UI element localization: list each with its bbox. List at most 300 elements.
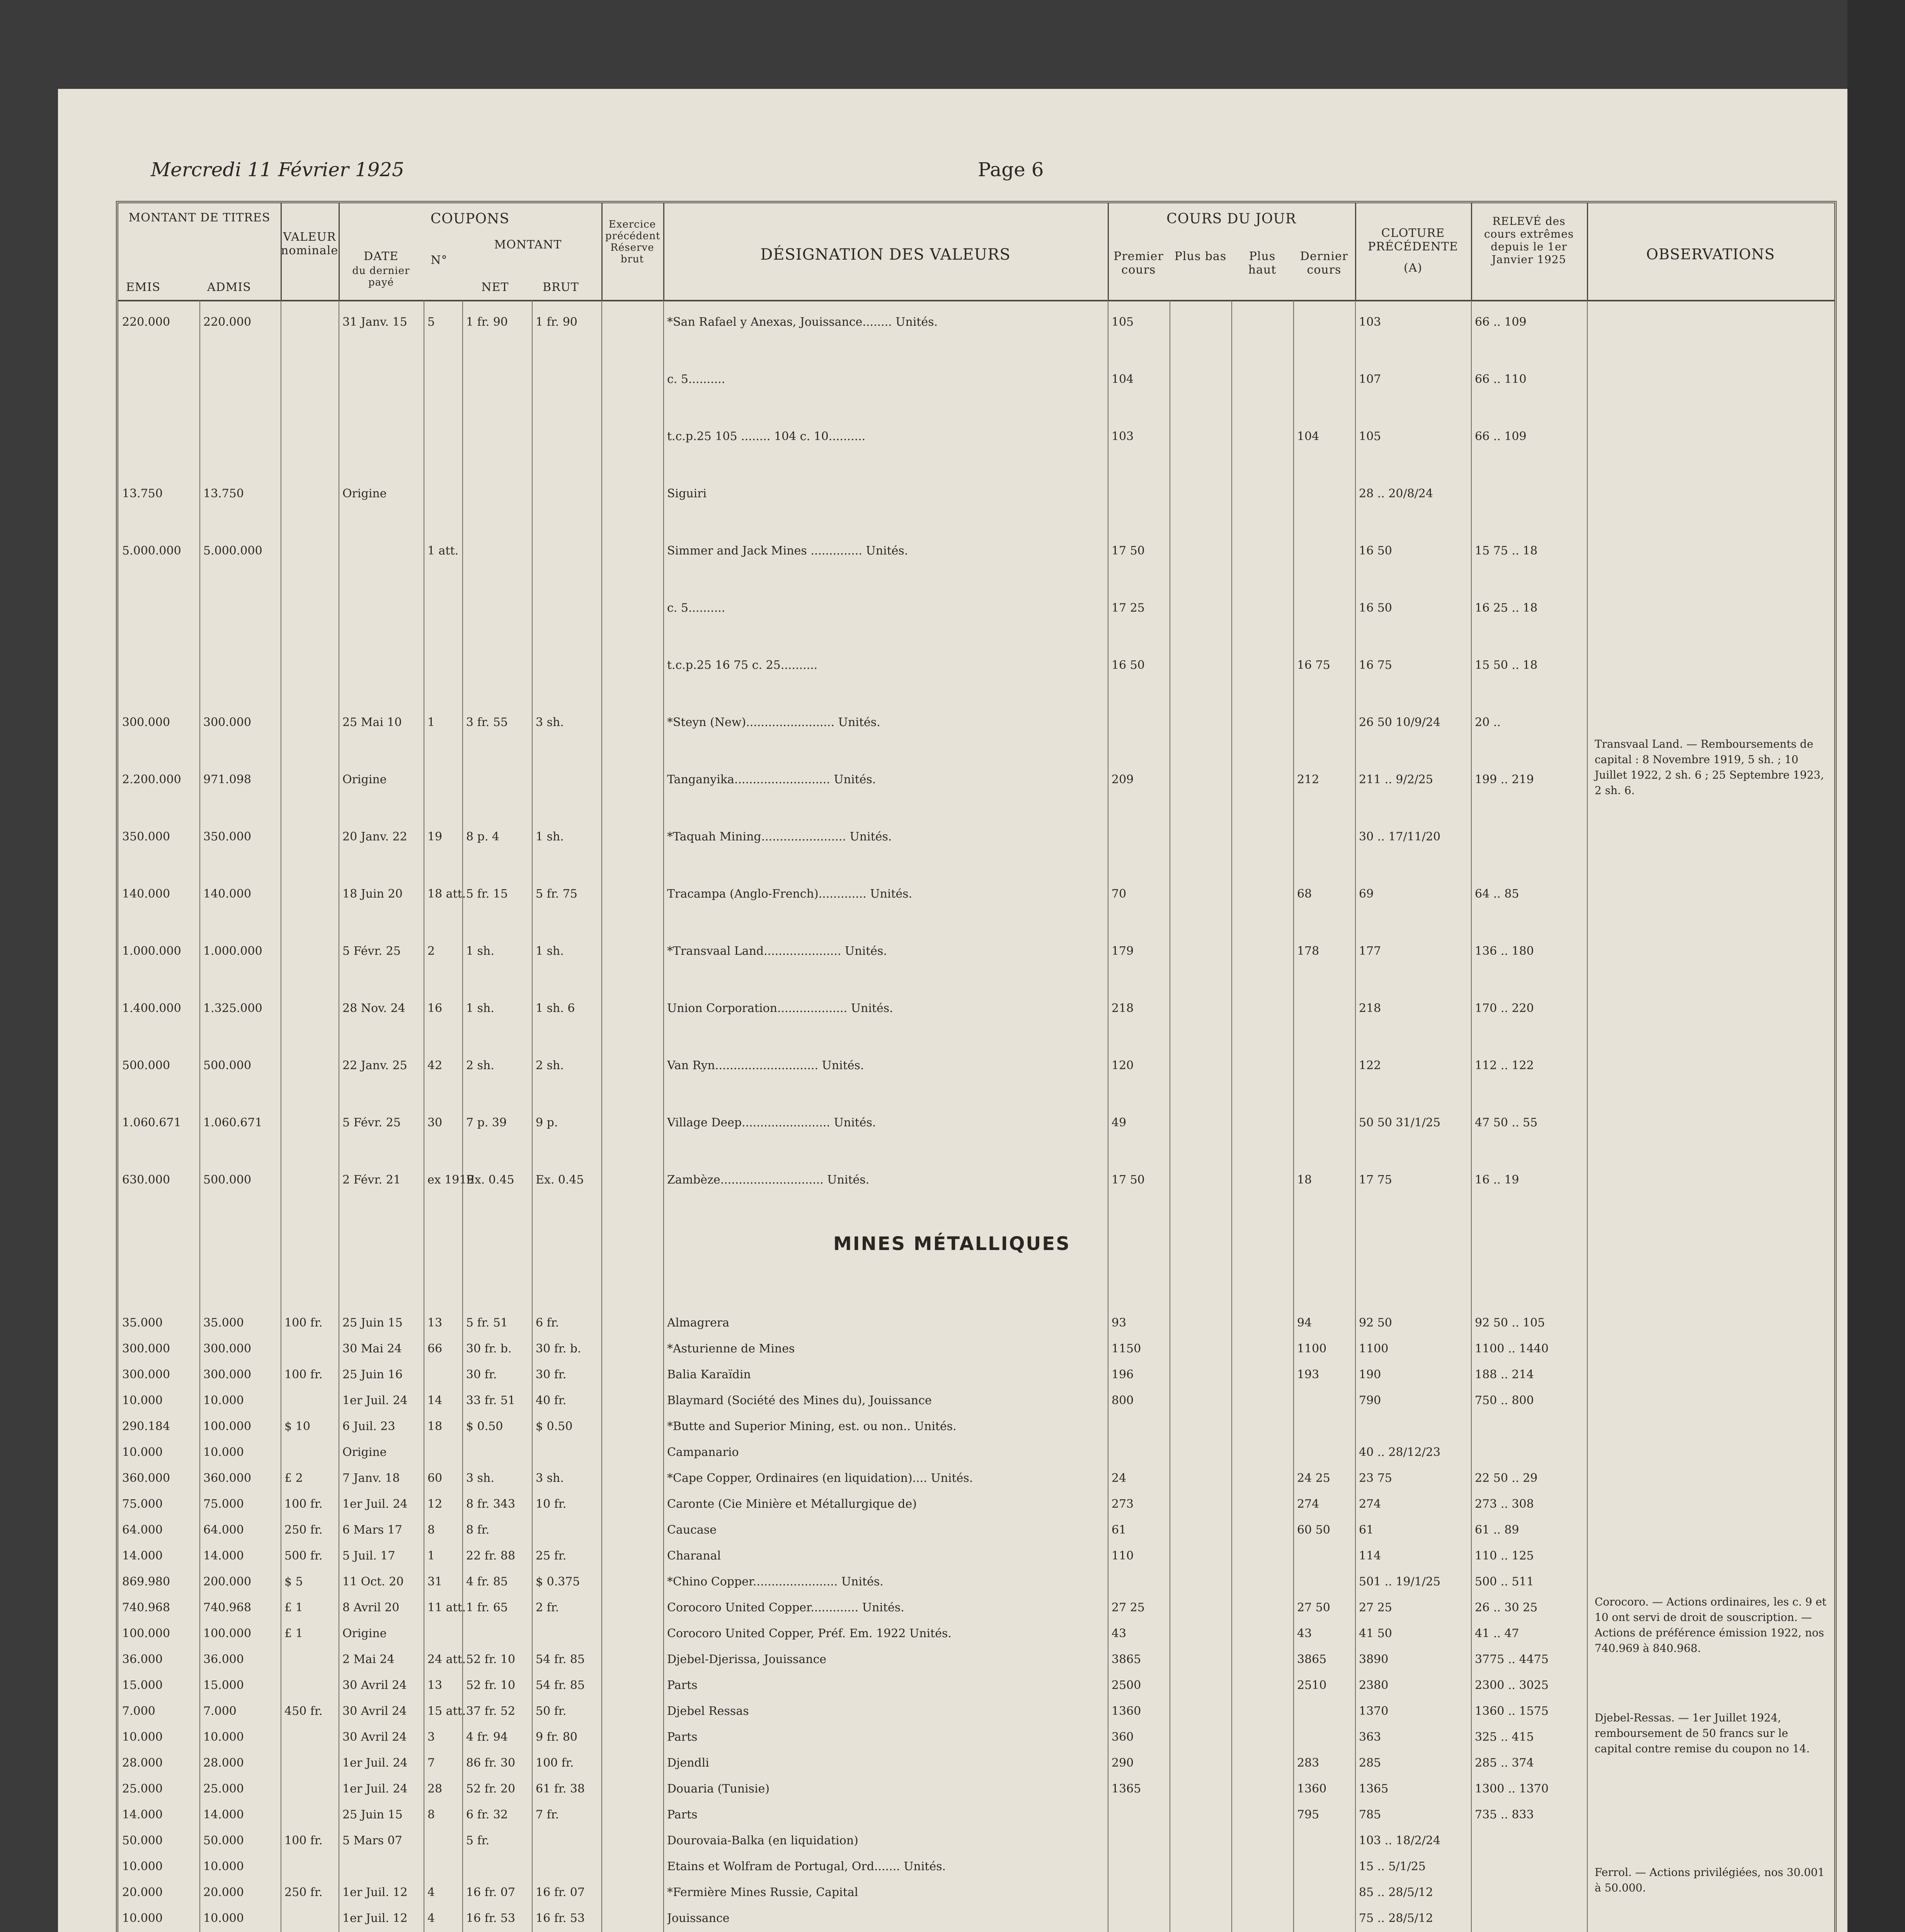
cell-net: 5 fr. 51: [466, 1316, 508, 1330]
cell-net: 37 fr. 52: [466, 1704, 516, 1718]
cell-cloture: 1370: [1359, 1704, 1389, 1718]
col-emis: EMIS: [126, 281, 161, 294]
col-valeur: [281, 203, 340, 300]
cell-date: 30 Mai 24: [342, 1342, 402, 1355]
cell-admis: 14.000: [203, 1808, 244, 1821]
cell-no: 14: [427, 1394, 443, 1407]
table-row: [118, 1471, 1587, 1488]
cell-admis: 200.000: [203, 1575, 252, 1588]
cell-emis: 1.400.000: [122, 1002, 181, 1015]
cell-dernier: 274: [1297, 1497, 1319, 1511]
cell-valeur: $ 5: [284, 1575, 303, 1588]
cell-no: 13: [427, 1316, 443, 1330]
cell-no: 31: [427, 1575, 443, 1588]
cell-emis: 500.000: [122, 1059, 170, 1072]
cell-brut: 100 fr.: [536, 1756, 574, 1770]
cell-premier: 196: [1112, 1368, 1134, 1381]
cell-releve: 188 .. 214: [1475, 1368, 1534, 1381]
cell-no: 8: [427, 1808, 435, 1821]
cell-releve: 325 .. 415: [1475, 1730, 1534, 1744]
cell-no: 1: [427, 1549, 435, 1563]
cell-admis: 1.060.671: [203, 1116, 262, 1129]
cell-no: 42: [427, 1059, 443, 1072]
cell-desig: Almagrera: [667, 1316, 730, 1330]
cell-net: 2 sh.: [466, 1059, 494, 1072]
col-admis: ADMIS: [207, 281, 251, 294]
observation-djebel: Djebel-Ressas. — 1er Juillet 1924, remboursement de 50 francs sur le capital contre remise du coupon no 14.: [1595, 1711, 1810, 1755]
cell-valeur: 100 fr.: [284, 1497, 323, 1511]
cell-emis: 360.000: [122, 1471, 170, 1485]
cell-desig: *Chino Copper....................... Unités.: [667, 1575, 884, 1588]
cell-date: 5 Févr. 25: [342, 1116, 401, 1129]
cell-admis: 300.000: [203, 1342, 252, 1355]
cell-desig: Balia Karaïdin: [667, 1368, 751, 1381]
cell-emis: 10.000: [122, 1394, 163, 1407]
col-observations: [1587, 203, 1834, 300]
cell-emis: 220.000: [122, 315, 170, 329]
page-date: Mercredi 11 Février 1925: [151, 158, 404, 181]
cell-desig: Caronte (Cie Minière et Métallurgique de): [667, 1497, 917, 1511]
cell-date: Origine: [342, 1446, 387, 1459]
cell-no: 30: [427, 1116, 443, 1129]
cell-premier: 104: [1112, 372, 1134, 386]
cell-cloture: 16 50: [1359, 544, 1392, 558]
cell-cloture: 27 25: [1359, 1601, 1392, 1614]
cell-premier: 120: [1112, 1059, 1134, 1072]
cell-date: Origine: [342, 773, 387, 786]
cell-admis: 10.000: [203, 1860, 244, 1873]
page-number: Page 6: [978, 158, 1044, 181]
cell-no: 66: [427, 1342, 443, 1355]
cell-releve: 735 .. 833: [1475, 1808, 1534, 1821]
cell-date: 30 Avril 24: [342, 1679, 407, 1692]
cell-brut: 2 fr.: [536, 1601, 559, 1614]
cell-admis: 300.000: [203, 716, 252, 729]
cell-desig: Union Corporation................... Unités.: [667, 1002, 893, 1015]
cell-valeur: 100 fr.: [284, 1834, 323, 1847]
cell-releve: 15 75 .. 18: [1475, 544, 1538, 558]
col-exercice: [601, 203, 664, 300]
cell-emis: 64.000: [122, 1523, 163, 1537]
cell-brut: 54 fr. 85: [536, 1679, 585, 1692]
cell-premier: 17 50: [1112, 544, 1145, 558]
cell-releve: 1100 .. 1440: [1475, 1342, 1549, 1355]
cell-net: 52 fr. 10: [466, 1653, 516, 1666]
cell-premier: 17 50: [1112, 1173, 1145, 1187]
cell-dernier: 43: [1297, 1627, 1312, 1640]
cell-cloture: 28 .. 20/8/24: [1359, 487, 1433, 500]
cell-cloture: 30 .. 17/11/20: [1359, 830, 1441, 844]
cell-emis: 300.000: [122, 1342, 170, 1355]
cell-premier: 179: [1112, 944, 1134, 958]
cell-desig: *Butte and Superior Mining, est. ou non.. Unités.: [667, 1420, 957, 1433]
col-montant-title: MONTANT DE TITRES: [128, 211, 271, 224]
cell-cloture: 785: [1359, 1808, 1381, 1821]
cell-desig: Siguiri: [667, 487, 707, 500]
cell-desig: Campanario: [667, 1446, 739, 1459]
cell-emis: 5.000.000: [122, 544, 181, 558]
cell-emis: 10.000: [122, 1860, 163, 1873]
col-montant: [118, 203, 282, 300]
col-montant-coupon: MONTANT: [494, 238, 562, 252]
cell-cloture: 3890: [1359, 1653, 1389, 1666]
cell-date: 2 Mai 24: [342, 1653, 395, 1666]
cell-cloture: 16 75: [1359, 658, 1392, 672]
table-row: [118, 1368, 1587, 1385]
cell-cloture: 23 75: [1359, 1471, 1392, 1485]
cell-desig: *San Rafael y Anexas, Jouissance........ Unités.: [667, 315, 938, 329]
cell-cloture: 61: [1359, 1523, 1374, 1537]
cell-cloture: 190: [1359, 1368, 1381, 1381]
cell-cloture: 85 .. 28/5/12: [1359, 1886, 1433, 1899]
cell-no: 12: [427, 1497, 443, 1511]
cell-emis: 740.968: [122, 1601, 170, 1614]
cell-net: 16 fr. 07: [466, 1886, 516, 1899]
cell-emis: 75.000: [122, 1497, 163, 1511]
cell-emis: 28.000: [122, 1756, 163, 1770]
cell-cloture: 285: [1359, 1756, 1381, 1770]
cell-admis: 50.000: [203, 1834, 244, 1847]
cell-releve: 136 .. 180: [1475, 944, 1534, 958]
table-row: [118, 1808, 1587, 1825]
col-dernier: du dernier payé: [352, 265, 410, 288]
cell-premier: 93: [1112, 1316, 1127, 1330]
cell-brut: 6 fr.: [536, 1316, 559, 1330]
cell-premier: 2500: [1112, 1679, 1141, 1692]
cell-admis: 14.000: [203, 1549, 244, 1563]
cell-date: 5 Juil. 17: [342, 1549, 395, 1563]
cell-date: 7 Janv. 18: [342, 1471, 400, 1485]
page-edge-shadow: [1847, 0, 1905, 1932]
cell-cloture: 363: [1359, 1730, 1381, 1744]
cell-date: Origine: [342, 1627, 387, 1640]
table-row: [118, 1342, 1587, 1359]
cell-admis: 64.000: [203, 1523, 244, 1537]
cell-admis: 740.968: [203, 1601, 252, 1614]
cell-dernier: 24 25: [1297, 1471, 1330, 1485]
cell-desig: t.c.p.25 105 ........ 104 c. 10..........: [667, 430, 866, 443]
cell-date: 6 Mars 17: [342, 1523, 402, 1537]
cell-releve: 110 .. 125: [1475, 1549, 1534, 1563]
cell-no: 15 att.: [427, 1704, 466, 1718]
table-row: [118, 1497, 1587, 1514]
cell-brut: $ 0.50: [536, 1420, 573, 1433]
cell-date: Origine: [342, 487, 387, 500]
col-net: NET: [481, 281, 509, 294]
col-coupons: [339, 203, 603, 300]
col-brut: BRUT: [543, 281, 579, 294]
table-row: [118, 544, 1587, 561]
cell-brut: 50 fr.: [536, 1704, 567, 1718]
cell-premier: 27 25: [1112, 1601, 1145, 1614]
cell-admis: 140.000: [203, 887, 252, 901]
cell-premier: 218: [1112, 1002, 1134, 1015]
cell-admis: 75.000: [203, 1497, 244, 1511]
cell-date: 5 Mars 07: [342, 1834, 402, 1847]
cell-cloture: 92 50: [1359, 1316, 1392, 1330]
table-row: [118, 487, 1587, 504]
cell-no: 18: [427, 1420, 443, 1433]
cell-dernier: 60 50: [1297, 1523, 1330, 1537]
cell-admis: 971.098: [203, 773, 252, 786]
cell-desig: Corocoro United Copper............. Unités.: [667, 1601, 904, 1614]
col-plus-haut: Plus haut: [1248, 250, 1277, 277]
cell-premier: 43: [1112, 1627, 1127, 1640]
cell-admis: 10.000: [203, 1446, 244, 1459]
cell-releve: 66 .. 110: [1475, 372, 1527, 386]
cell-premier: 209: [1112, 773, 1134, 786]
cell-net: 30 fr. b.: [466, 1342, 512, 1355]
cell-brut: 9 fr. 80: [536, 1730, 578, 1744]
cell-valeur: 500 fr.: [284, 1549, 323, 1563]
cell-desig: *Steyn (New)........................ Unités.: [667, 716, 880, 729]
cell-desig: Charanal: [667, 1549, 721, 1563]
cell-dernier: 16 75: [1297, 658, 1330, 672]
cell-date: 25 Juin 15: [342, 1316, 403, 1330]
cell-releve: 20 ..: [1475, 716, 1501, 729]
cell-brut: 3 sh.: [536, 716, 564, 729]
cell-desig: c. 5..........: [667, 601, 725, 615]
cell-premier: 273: [1112, 1497, 1134, 1511]
cell-premier: 49: [1112, 1116, 1127, 1129]
cell-desig: *Transvaal Land..................... Unités.: [667, 944, 887, 958]
cell-net: 1 sh.: [466, 944, 494, 958]
cell-releve: 92 50 .. 105: [1475, 1316, 1545, 1330]
cell-desig: Djebel Ressas: [667, 1704, 749, 1718]
cell-releve: 16 .. 19: [1475, 1173, 1519, 1187]
col-releve: [1471, 203, 1588, 300]
cell-premier: 1150: [1112, 1342, 1141, 1355]
cell-dernier: 2510: [1297, 1679, 1327, 1692]
cell-brut: 25 fr.: [536, 1549, 567, 1563]
cell-admis: 500.000: [203, 1059, 252, 1072]
cell-releve: 3775 .. 4475: [1475, 1653, 1549, 1666]
cell-dernier: 104: [1297, 430, 1319, 443]
cell-dernier: 795: [1297, 1808, 1319, 1821]
cell-admis: 25.000: [203, 1782, 244, 1796]
cell-dernier: 283: [1297, 1756, 1319, 1770]
cell-admis: 10.000: [203, 1730, 244, 1744]
cell-net: 1 fr. 65: [466, 1601, 508, 1614]
table-row: [118, 1653, 1587, 1670]
cell-premier: 3865: [1112, 1653, 1141, 1666]
table-row: [118, 1912, 1587, 1929]
cell-no: 2: [427, 944, 435, 958]
table-row: [118, 1601, 1587, 1618]
cell-date: 25 Juin 16: [342, 1368, 403, 1381]
cell-cloture: 122: [1359, 1059, 1381, 1072]
col-rule: [1587, 300, 1588, 1932]
cell-admis: 360.000: [203, 1471, 252, 1485]
cell-brut: 2 sh.: [536, 1059, 564, 1072]
cell-releve: 66 .. 109: [1475, 430, 1527, 443]
cell-admis: 15.000: [203, 1679, 244, 1692]
table-row: [118, 1679, 1587, 1696]
cell-net: $ 0.50: [466, 1420, 503, 1433]
cell-date: 18 Juin 20: [342, 887, 403, 901]
cell-dernier: 1100: [1297, 1342, 1327, 1355]
cell-cloture: 41 50: [1359, 1627, 1392, 1640]
cell-net: 8 fr. 343: [466, 1497, 516, 1511]
cell-admis: 35.000: [203, 1316, 244, 1330]
cell-date: 30 Avril 24: [342, 1730, 407, 1744]
cell-desig: Parts: [667, 1730, 698, 1744]
table-row: [118, 1730, 1587, 1747]
cell-desig: Van Ryn............................ Unités.: [667, 1059, 864, 1072]
cell-desig: c. 5..........: [667, 372, 725, 386]
cell-releve: 1360 .. 1575: [1475, 1704, 1549, 1718]
cell-releve: 750 .. 800: [1475, 1394, 1534, 1407]
cell-cloture: 177: [1359, 944, 1381, 958]
cell-net: 1 sh.: [466, 1002, 494, 1015]
cell-date: 1er Juil. 24: [342, 1782, 408, 1796]
cell-net: 30 fr.: [466, 1368, 497, 1381]
cell-brut: 16 fr. 07: [536, 1886, 585, 1899]
cell-cloture: 218: [1359, 1002, 1381, 1015]
cell-premier: 70: [1112, 887, 1127, 901]
cell-desig: t.c.p.25 16 75 c. 25..........: [667, 658, 818, 672]
cell-dernier: 193: [1297, 1368, 1319, 1381]
observation-transvaal: Transvaal Land. — Remboursements de capital : 8 Novembre 1919, 5 sh. ; 10 Juillet 1922, 2 sh. 6 ; 25 Septembre 1923, 2 sh. 6.: [1595, 738, 1824, 797]
col-cloture-title: CLOTURE PRÉCÉDENTE: [1368, 226, 1458, 253]
cell-emis: 2.200.000: [122, 773, 181, 786]
cell-cloture: 211 .. 9/2/25: [1359, 773, 1433, 786]
cell-cloture: 69: [1359, 887, 1374, 901]
cell-admis: 100.000: [203, 1420, 252, 1433]
cell-date: 1er Juil. 24: [342, 1497, 408, 1511]
cell-releve: 61 .. 89: [1475, 1523, 1519, 1537]
cell-brut: 1 fr. 90: [536, 315, 578, 329]
cell-emis: 14.000: [122, 1549, 163, 1563]
cell-date: 20 Janv. 22: [342, 830, 407, 844]
cell-brut: 30 fr.: [536, 1368, 567, 1381]
cell-valeur: £ 1: [284, 1627, 303, 1640]
table-row: [118, 1782, 1587, 1799]
cell-admis: 7.000: [203, 1704, 237, 1718]
cell-emis: 25.000: [122, 1782, 163, 1796]
cell-emis: 50.000: [122, 1834, 163, 1847]
cell-date: 5 Févr. 25: [342, 944, 401, 958]
cell-date: 22 Janv. 25: [342, 1059, 407, 1072]
col-valeur-sub: nominale: [281, 244, 338, 257]
cell-no: 11 att.: [427, 1601, 466, 1614]
table-row: [118, 601, 1587, 618]
table-row: [118, 1860, 1587, 1877]
header-rule: [118, 300, 1834, 301]
cell-desig: Etains et Wolfram de Portugal, Ord....... Unités.: [667, 1860, 946, 1873]
cell-admis: 28.000: [203, 1756, 244, 1770]
cell-releve: 47 50 .. 55: [1475, 1116, 1538, 1129]
cell-desig: Jouissance: [667, 1912, 730, 1925]
cell-net: Ex. 0.45: [466, 1173, 514, 1187]
table-row: [118, 430, 1587, 447]
cell-emis: 20.000: [122, 1886, 163, 1899]
page-header: [58, 89, 1847, 197]
cell-brut: 40 fr.: [536, 1394, 567, 1407]
cell-premier: 61: [1112, 1523, 1127, 1537]
cell-date: 31 Janv. 15: [342, 315, 407, 329]
col-dernier-cours: Dernier cours: [1300, 250, 1348, 277]
cell-emis: 35.000: [122, 1316, 163, 1330]
cell-emis: 1.060.671: [122, 1116, 181, 1129]
cell-releve: 2300 .. 3025: [1475, 1679, 1549, 1692]
cell-cloture: 17 75: [1359, 1173, 1392, 1187]
cell-cloture: 1100: [1359, 1342, 1389, 1355]
col-numero: N°: [431, 253, 448, 267]
cell-releve: 15 50 .. 18: [1475, 658, 1538, 672]
table-row: [118, 1627, 1587, 1644]
quotation-table: [116, 201, 1837, 1932]
cell-premier: 103: [1112, 430, 1134, 443]
cell-premier: 105: [1112, 315, 1134, 329]
cell-desig: Caucase: [667, 1523, 717, 1537]
table-row: [118, 372, 1587, 389]
cell-premier: 1365: [1112, 1782, 1141, 1796]
table-row: [118, 1549, 1587, 1566]
cell-no: 28: [427, 1782, 443, 1796]
cell-cloture: 1365: [1359, 1782, 1389, 1796]
cell-desig: Dourovaia-Balka (en liquidation): [667, 1834, 858, 1847]
cell-emis: 300.000: [122, 1368, 170, 1381]
cell-emis: 13.750: [122, 487, 163, 500]
cell-releve: 500 .. 511: [1475, 1575, 1534, 1588]
cell-net: 52 fr. 20: [466, 1782, 516, 1796]
cell-releve: 170 .. 220: [1475, 1002, 1534, 1015]
cell-releve: 112 .. 122: [1475, 1059, 1534, 1072]
cell-premier: 290: [1112, 1756, 1134, 1770]
col-releve-title: RELEVÉ des cours extrêmes depuis le 1er Janvier 1925: [1484, 215, 1574, 266]
cell-releve: 285 .. 374: [1475, 1756, 1534, 1770]
table-row: [118, 1059, 1587, 1076]
cell-no: 1: [427, 716, 435, 729]
cell-releve: 26 .. 30 25: [1475, 1601, 1538, 1614]
table-row: [118, 658, 1587, 675]
col-cloture-a: (A): [1403, 261, 1423, 275]
cell-emis: 14.000: [122, 1808, 163, 1821]
cell-no: ex 1919: [427, 1173, 474, 1187]
col-exercice-title: Exercice précédent Réserve brut: [605, 219, 661, 265]
cell-premier: 360: [1112, 1730, 1134, 1744]
cell-brut: Ex. 0.45: [536, 1173, 584, 1187]
cell-emis: 290.184: [122, 1420, 170, 1433]
cell-releve: 16 25 .. 18: [1475, 601, 1538, 615]
cell-desig: *Fermière Mines Russie, Capital: [667, 1886, 858, 1899]
cell-net: 6 fr. 32: [466, 1808, 508, 1821]
cell-date: 6 Juil. 23: [342, 1420, 395, 1433]
cell-net: 5 fr. 15: [466, 887, 508, 901]
cell-valeur: 450 fr.: [284, 1704, 323, 1718]
cell-date: 25 Juin 15: [342, 1808, 403, 1821]
table-row: [118, 1575, 1587, 1592]
cell-date: 8 Avril 20: [342, 1601, 400, 1614]
cell-desig: Parts: [667, 1808, 698, 1821]
cell-cloture: 107: [1359, 372, 1381, 386]
cell-cloture: 26 50 10/9/24: [1359, 716, 1441, 729]
cell-no: 13: [427, 1679, 443, 1692]
cell-brut: 5 fr. 75: [536, 887, 578, 901]
cell-valeur: 100 fr.: [284, 1316, 323, 1330]
cell-no: 18 att.: [427, 887, 466, 901]
cell-emis: 100.000: [122, 1627, 170, 1640]
cell-desig: *Asturienne de Mines: [667, 1342, 795, 1355]
cell-emis: 15.000: [122, 1679, 163, 1692]
cell-admis: 300.000: [203, 1368, 252, 1381]
cell-cloture: 103 .. 18/2/24: [1359, 1834, 1441, 1847]
cell-no: 8: [427, 1523, 435, 1537]
col-coupons-title: COUPONS: [430, 211, 510, 227]
cell-releve: 273 .. 308: [1475, 1497, 1534, 1511]
cell-admis: 500.000: [203, 1173, 252, 1187]
